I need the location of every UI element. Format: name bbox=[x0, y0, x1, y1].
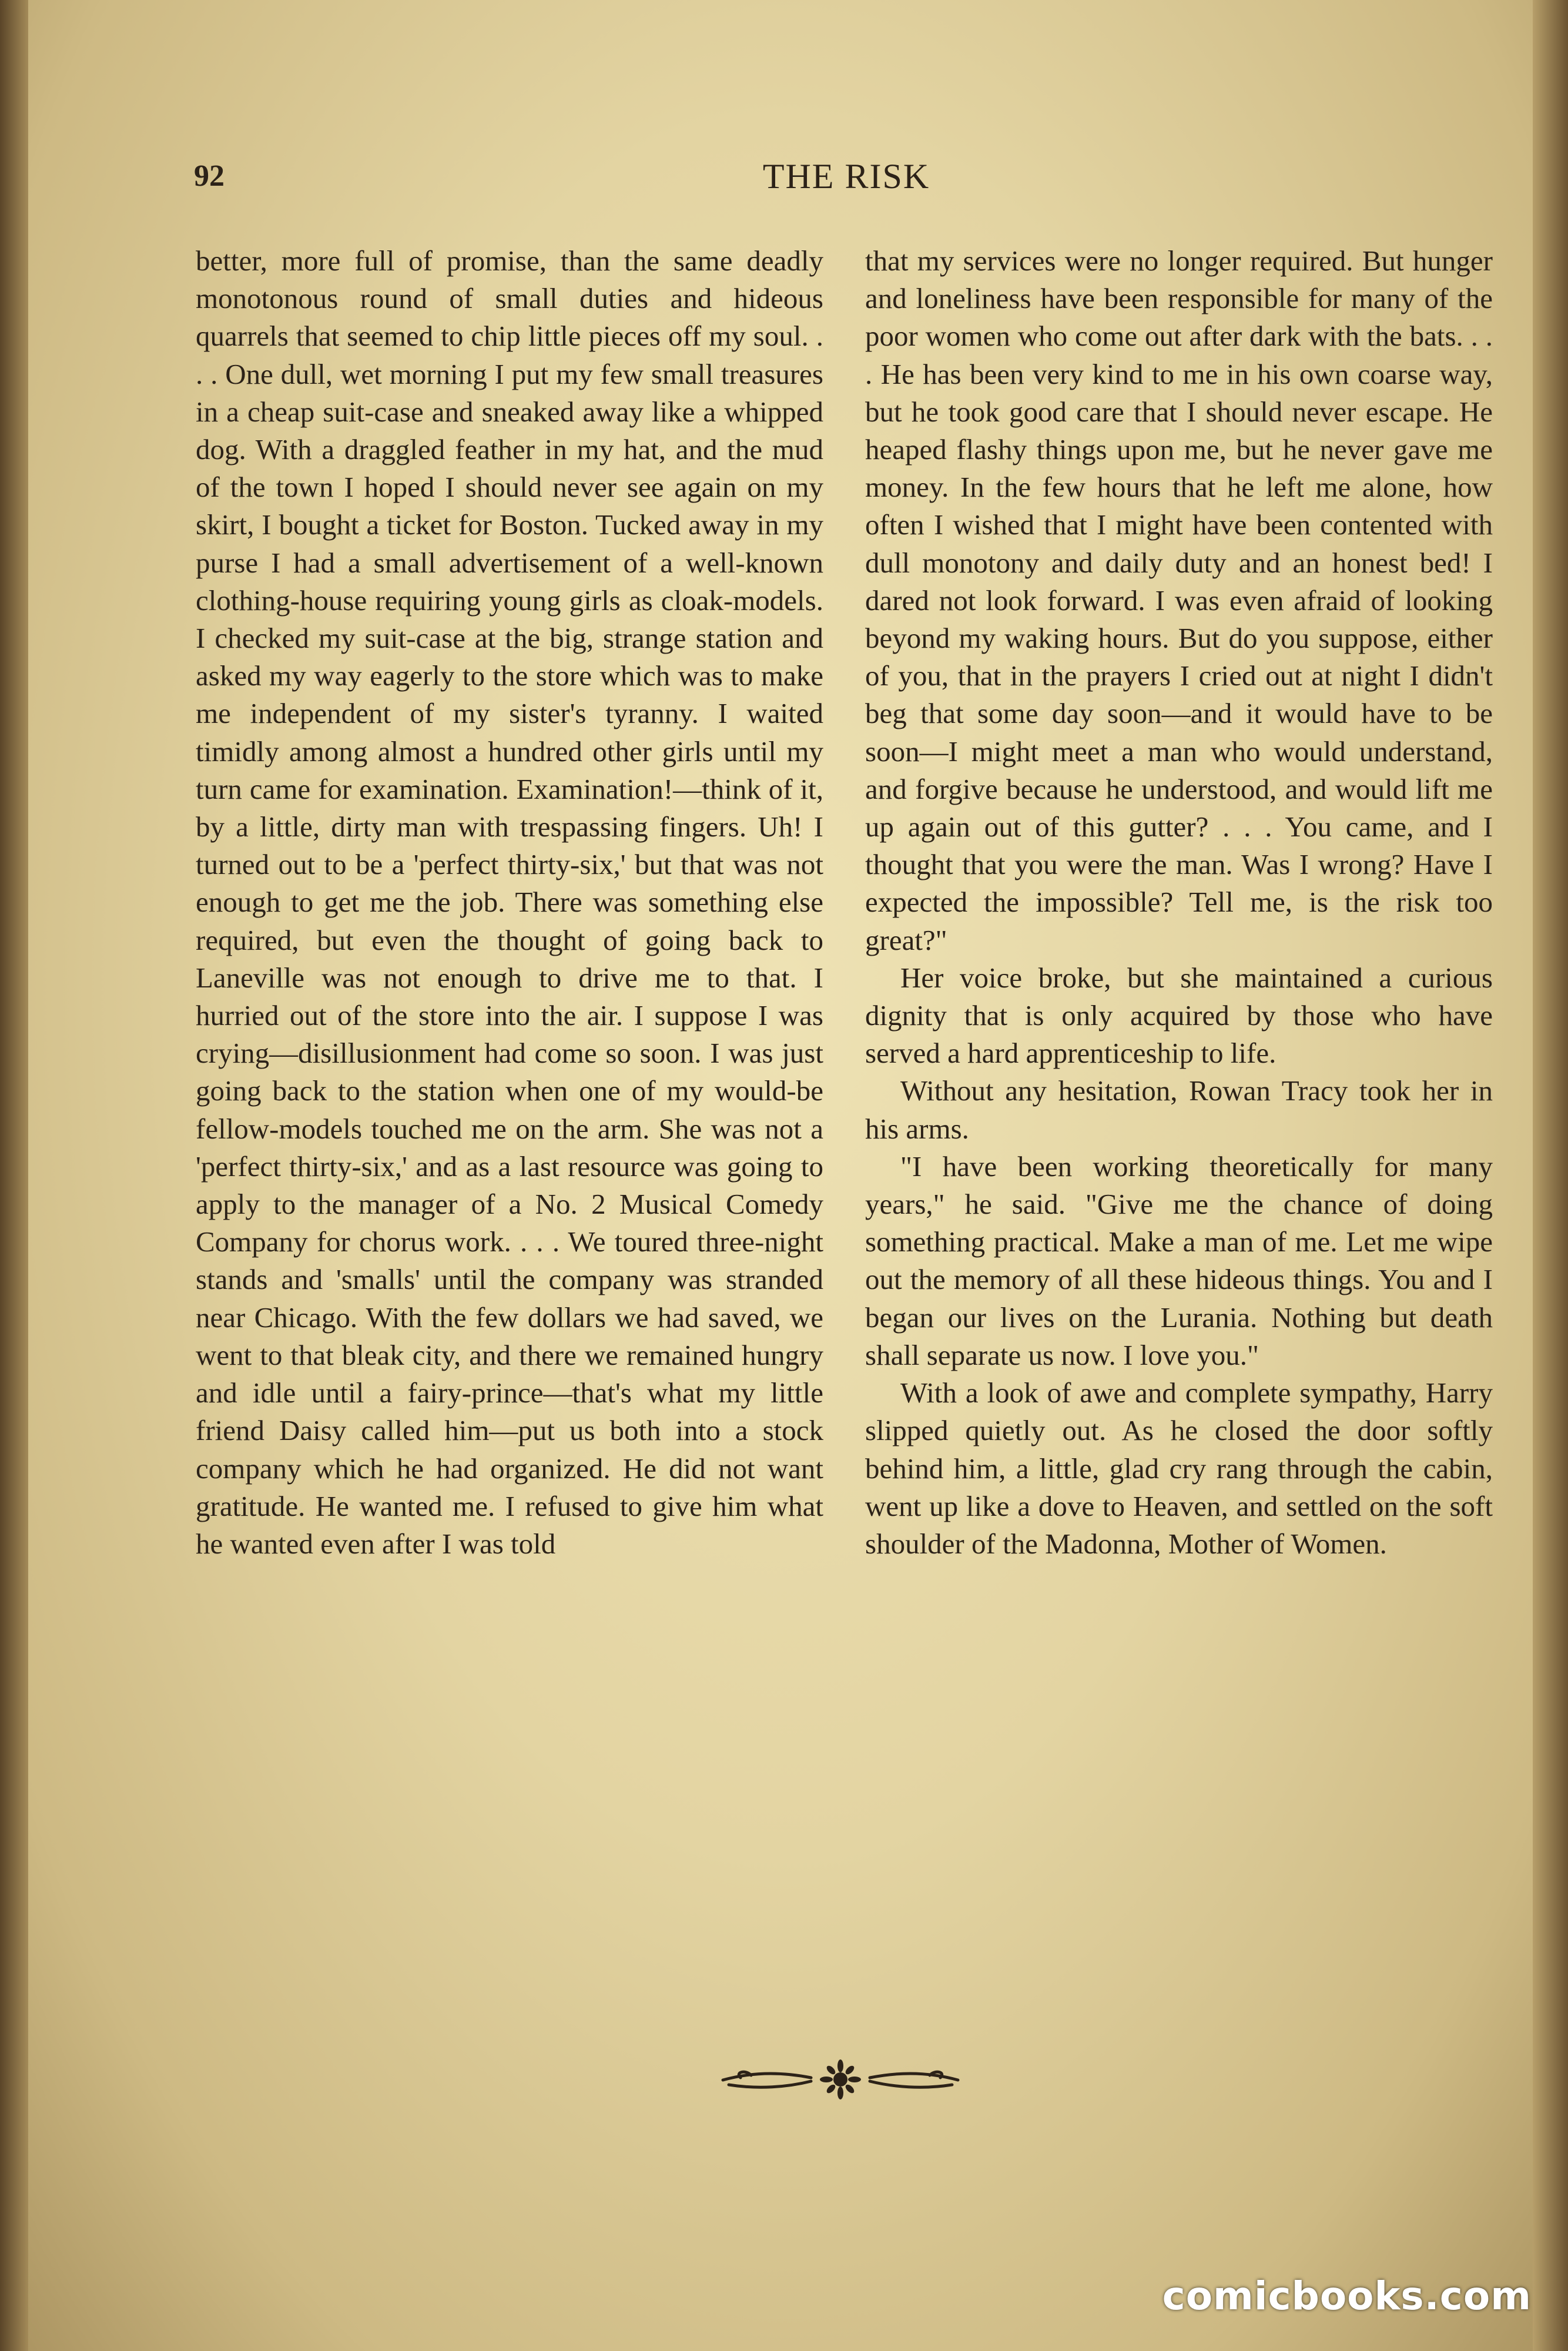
page-left-edge bbox=[0, 0, 28, 2351]
paragraph: better, more full of promise, than the same deadly monotonous round of small duties and hideous quarrels that seemed to chip little pieces off my soul. . . . One dull, wet morning I put my few small treasures in a cheap suit-case and sneaked away like a whipped dog. With a draggled feather in my hat, and the mud of the town I hoped I should never see again on my skirt, I bought a ticket for Boston. Tucked away in my purse I had a small advertisement of a well-known clothing-house requiring young girls as cloak-models. I checked my suit-case at the big, strange station and asked my way eagerly to the store which was to make me independent of my sister's tyranny. I waited timidly among almost a hundred other girls until my turn came for examination. Examination!—think of it, by a little, dirty man with trespassing fingers. Uh! I turned out to be a 'perfect thirty-six,' but that was not enough to get me the job. There was something else required, but even the thought of going back to Laneville was not enough to drive me to that. I hurried out of the store into the air. I suppose I was crying—disillusionment had come so soon. I was just going back to the station when one of my would-be fellow-models touched me on the arm. She was not a 'perfect thirty-six,' and as a last resource was going to apply to the manager of a No. 2 Musical Comedy Company for chorus work. . . . We toured three-night stands and 'smalls' until the company was stranded near Chicago. With the few dollars we had saved, we went to that bleak city, and there we remained hungry and idle until a fairy-prince—that's what my little friend Daisy called him—put us both into a stock company which he had organized. He did not want gratitude. He wanted me. I refused to give him what he wanted even after I was told bbox=[196, 245, 823, 1560]
left-text-column bbox=[196, 242, 823, 1563]
page-right-edge bbox=[1533, 0, 1568, 2351]
paragraph: Her voice broke, but she maintained a curious dignity that is only acquired by those who have served a hard apprenticeship to life. bbox=[865, 961, 1493, 1070]
paragraph: Without any hesitation, Rowan Tracy took her in his arms. bbox=[865, 1074, 1493, 1145]
page-number: 92 bbox=[194, 159, 225, 193]
right-text-column bbox=[865, 242, 1493, 1563]
watermark: comicbooks.com bbox=[1162, 2273, 1532, 2319]
running-head: THE RISK bbox=[762, 157, 930, 196]
paragraph: With a look of awe and complete sympathy, Harry slipped quietly out. As he closed the door softly behind him, a little, glad cry rang through the cabin, went up like a dove to Heaven, and settled on the soft shoulder of the Madonna, Mother of Women. bbox=[865, 1377, 1493, 1560]
paragraph: "I have been working theoretically for many years," he said. "Give me the chance of doing something practical. Make a man of me. Let me wipe out the memory of all these hideous things. You and I began our lives on the Lurania. Nothing but death shall separate us now. I love you." bbox=[865, 1150, 1493, 1371]
paragraph: that my services were no longer required. But hunger and loneliness have been responsible for many of the poor women who come out after dark with the bats. . . . He has been very kind to me in his own coarse way, but he took good care that I should never escape. He heaped flashy things upon me, but he never gave me money. In the few hours that he left me alone, how often I wished that I might have been contented with dull monotony and daily duty and an honest bed! I dared not look forward. I was even afraid of looking beyond my waking hours. But do you suppose, either of you, that in the prayers I cried out at night I didn't beg that some day soon—and it would have to be soon—I might meet a man who would understand, and forgive because he understood, and would lift me up again out of this gutter? . . . You came, and I thought that you were the man. Was I wrong? Have I expected the impossible? Tell me, is the risk too great?" bbox=[865, 245, 1493, 956]
floral-divider-icon bbox=[717, 2054, 964, 2101]
page-header bbox=[194, 154, 1499, 207]
